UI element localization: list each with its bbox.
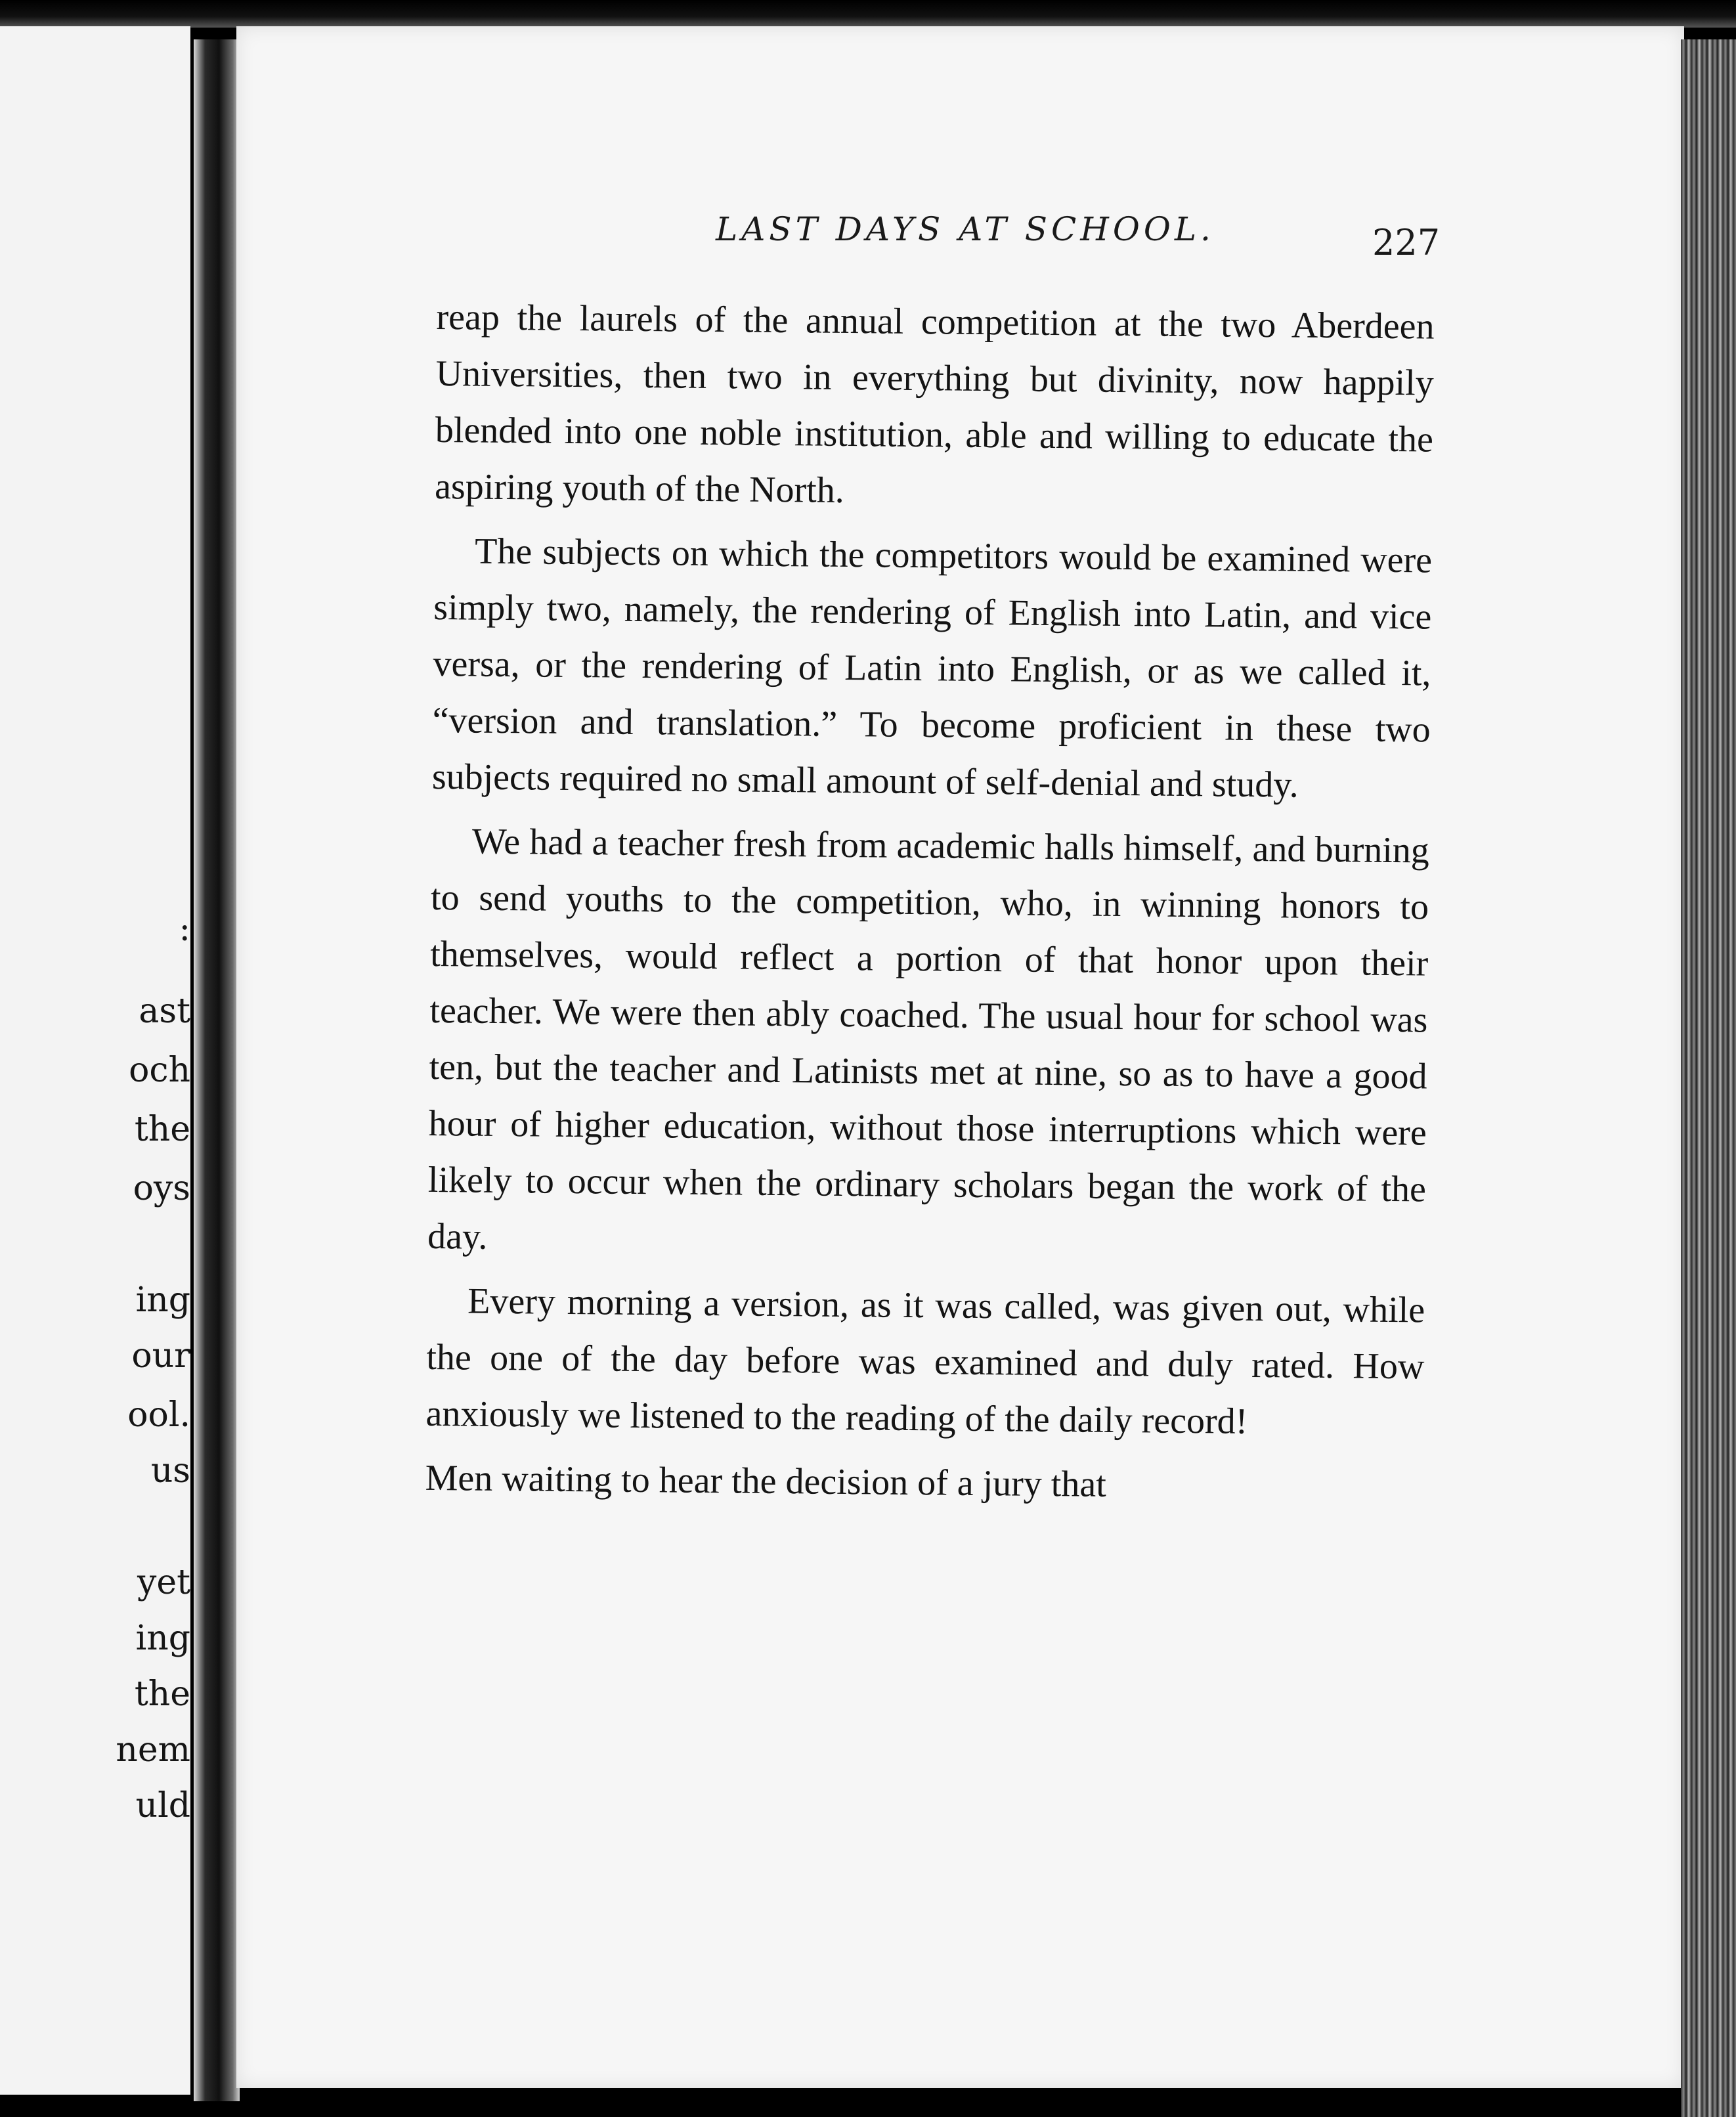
left-fragment: the <box>134 1110 190 1149</box>
paragraph: Every morning a version, as it was called, was given out, while the one of the day before was examined and duly rated. How anxiously we listened to the reading of the daily record! <box>425 1280 1425 1442</box>
paragraph: reap the laurels of the annual competition at the two Aberdeen Universities, then two in everything but divinity, now happily blended into one noble institution, able and willing to educate the aspiring youth of the North. <box>434 296 1435 511</box>
left-fragment: uld <box>135 1786 190 1825</box>
left-fragment: ast <box>139 992 190 1031</box>
paragraph: The subjects on which the competitors would be examined were simply two, namely, the rendering of English into Latin, and vice versa, or the rendering of Latin into English, or as we called it, “version and translation.” To become proficient in these two subjects required no small amount of self-denial and study. <box>431 531 1433 806</box>
left-fragment: ing <box>135 1280 190 1320</box>
left-fragment: our <box>131 1336 190 1376</box>
left-fragment: yet <box>137 1563 190 1602</box>
page-number: 227 <box>1372 222 1441 263</box>
left-fragment: ing <box>135 1619 190 1658</box>
left-fragment: oys <box>133 1169 190 1208</box>
left-fragment: och <box>129 1051 190 1090</box>
left-fragment: us <box>150 1451 190 1491</box>
left-fragment: nem <box>116 1730 190 1770</box>
top-shadow <box>0 0 1736 28</box>
paragraph: We had a teacher fresh from academic halls himself, and burning to send youths to the competition, who, in winning honors to themselves, would reflect a portion of that honor upon their teacher. We were then ably coached. The usual hour for school was ten, but the teacher and Latinists met at nine, so as to have a good hour of higher education, without those interruptions which were likely to occur when the ordinary scholars began the work of the day. <box>427 821 1430 1257</box>
page-edge <box>1681 39 1736 2117</box>
left-fragment: the <box>134 1674 190 1714</box>
book-gutter <box>194 39 240 2101</box>
running-head: LAST DAYS AT SCHOOL. <box>716 210 1215 248</box>
left-fragment: ool. <box>127 1395 190 1435</box>
paragraph: Men waiting to hear the decision of a jury that <box>425 1457 1107 1505</box>
left-fragment: : <box>179 909 190 949</box>
body-text <box>425 289 1435 1516</box>
left-page <box>0 26 190 2095</box>
